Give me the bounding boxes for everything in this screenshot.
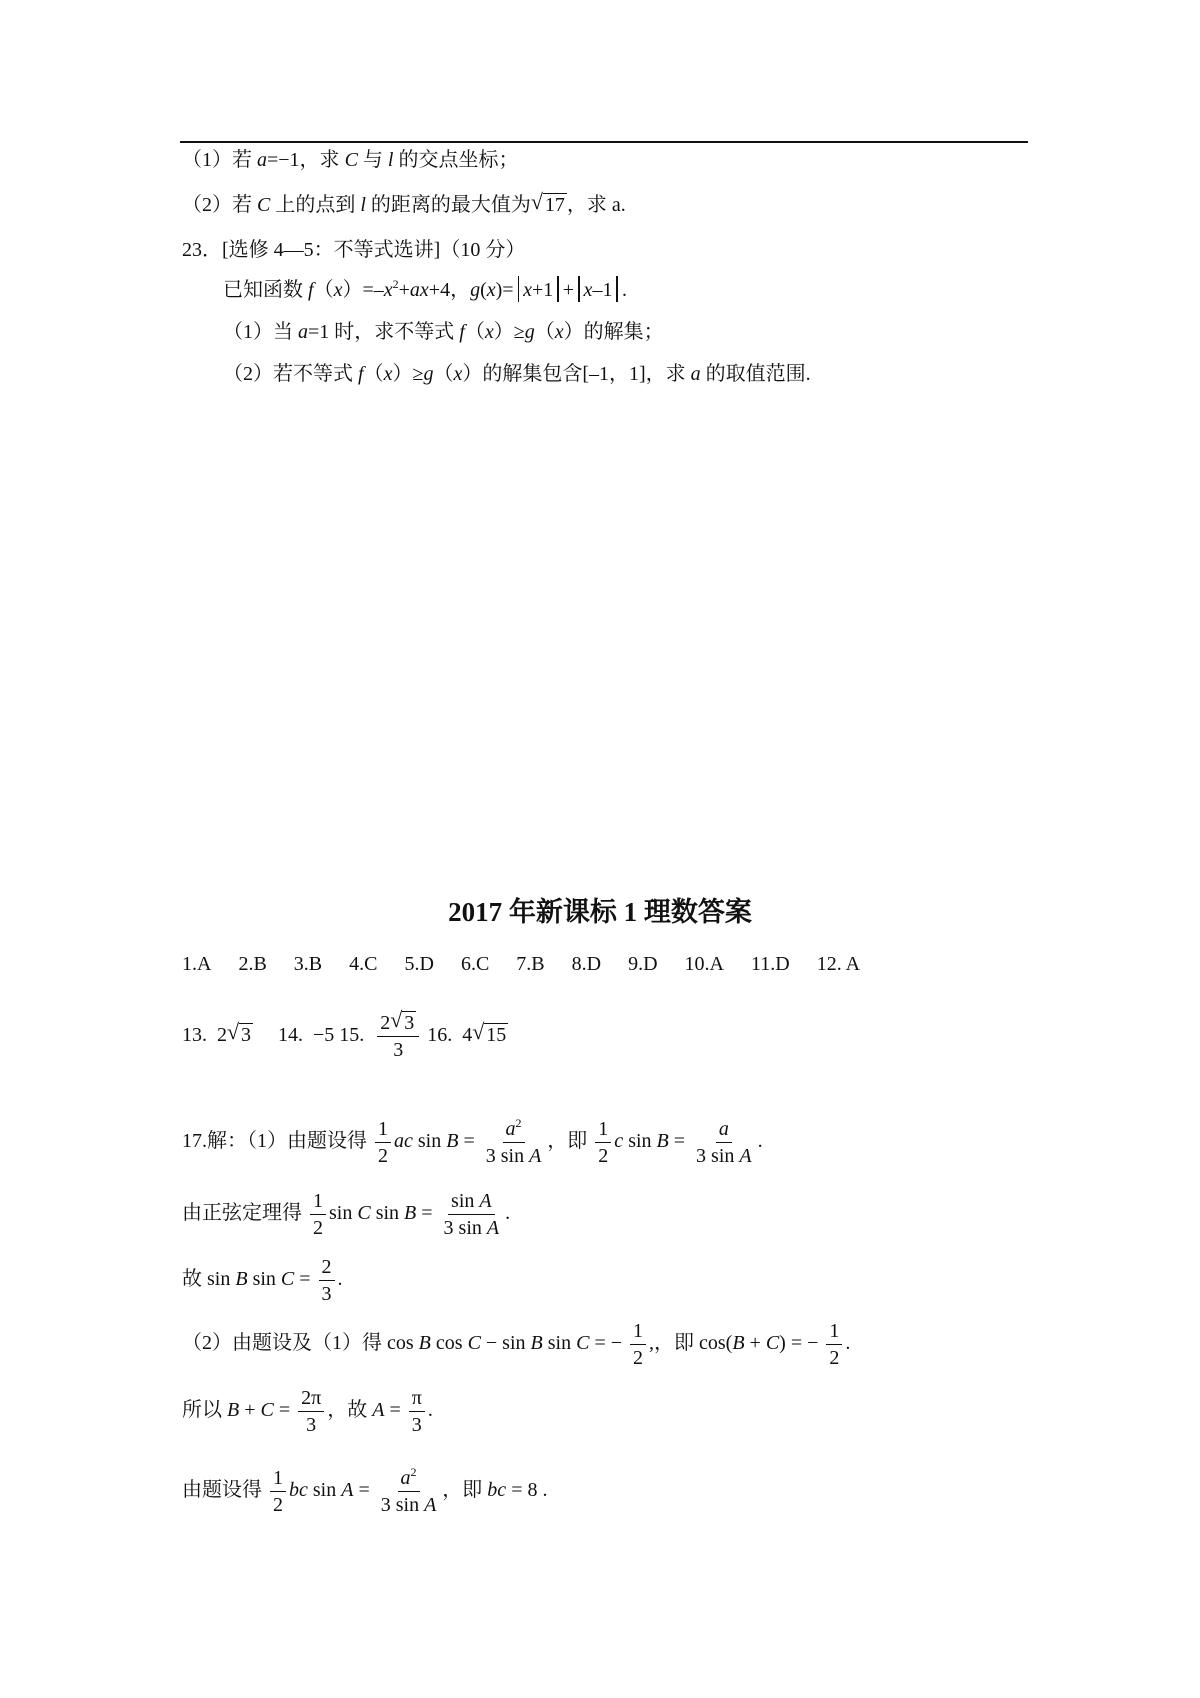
numerator: 2π xyxy=(298,1385,324,1412)
var: A xyxy=(424,1494,437,1516)
var: B xyxy=(530,1332,543,1355)
var: A xyxy=(486,1217,500,1239)
text: ）≥ xyxy=(392,363,424,385)
var: x xyxy=(523,279,532,301)
numerator: 1 xyxy=(310,1188,326,1215)
var: x xyxy=(554,321,564,343)
var: x xyxy=(484,321,494,343)
text: 所以 xyxy=(182,1399,227,1422)
var: x xyxy=(583,279,593,301)
text: ，即 xyxy=(442,1479,488,1502)
sqrt-15: √ 15 xyxy=(472,1019,507,1047)
var: f xyxy=(358,363,364,385)
coef: 4 xyxy=(462,1024,473,1047)
q22-part1 xyxy=(182,146,518,174)
text: . xyxy=(757,1130,763,1153)
var: x xyxy=(333,279,343,301)
text: +4， xyxy=(428,279,471,301)
abs-bar xyxy=(616,276,618,302)
var: B xyxy=(404,1202,417,1225)
mc-answer: 7.B xyxy=(516,953,545,975)
denominator: 3 xyxy=(306,1414,317,1436)
var: C xyxy=(765,1332,780,1355)
denominator xyxy=(483,1143,545,1169)
s17-line5 xyxy=(182,1385,433,1438)
text: = 8 . xyxy=(506,1479,548,1502)
text: ，求 a. xyxy=(566,194,626,216)
denominator: 2 xyxy=(829,1347,840,1369)
fraction xyxy=(595,1116,611,1169)
q23-part2 xyxy=(223,360,811,388)
text: sin xyxy=(623,1130,657,1153)
var: a xyxy=(257,149,267,171)
fraction xyxy=(375,1116,391,1169)
text: = xyxy=(353,1479,375,1502)
text: ，即 xyxy=(547,1130,588,1153)
var: bc xyxy=(289,1479,308,1502)
fraction xyxy=(693,1116,755,1169)
coef: 2 xyxy=(380,1012,391,1034)
denominator xyxy=(378,1492,440,1518)
text: = xyxy=(416,1202,438,1225)
denominator: 3 xyxy=(321,1283,332,1305)
text: + xyxy=(562,279,575,301)
var: A xyxy=(341,1479,354,1502)
text: cos xyxy=(430,1332,468,1355)
numerator: 2 xyxy=(319,1254,335,1281)
fraction xyxy=(630,1318,646,1371)
numerator: 1 xyxy=(826,1318,842,1345)
var: g xyxy=(423,363,434,385)
text: ）的解集包含[–1，1]，求 xyxy=(462,363,691,385)
mc-answer: 6.C xyxy=(460,953,490,975)
radicand: 3 xyxy=(404,1012,415,1034)
text: （2）由题设及（1）得 cos xyxy=(182,1332,419,1355)
denominator xyxy=(441,1215,503,1241)
fraction xyxy=(441,1188,503,1241)
text: . xyxy=(621,279,627,301)
radicand: 17 xyxy=(544,194,565,216)
var: B xyxy=(227,1399,240,1422)
text: （ xyxy=(464,321,485,343)
exponent: 2 xyxy=(410,1465,417,1479)
text: )= xyxy=(495,279,514,301)
numerator: 1 xyxy=(375,1116,391,1143)
text: = xyxy=(273,1399,296,1422)
text: = xyxy=(458,1130,480,1153)
text: 由正弦定理得 xyxy=(182,1202,302,1225)
q-number: 14. xyxy=(278,1024,303,1047)
numerator: π xyxy=(409,1385,425,1412)
var: f xyxy=(459,321,465,343)
denominator: 3 xyxy=(411,1414,422,1436)
q23-header: 23．[选修 4—5：不等式选讲]（10 分） xyxy=(182,239,526,261)
text: =−1，求 xyxy=(267,149,345,171)
var: x xyxy=(453,363,463,385)
fraction xyxy=(483,1116,545,1169)
numerator xyxy=(503,1116,525,1143)
text: 3 sin xyxy=(485,1145,530,1167)
mc-answer: 10.A xyxy=(684,953,724,975)
denominator: 2 xyxy=(378,1145,388,1167)
var: a xyxy=(718,1118,729,1140)
denominator xyxy=(693,1143,755,1169)
text: sin xyxy=(307,1479,342,1502)
s17-line3 xyxy=(182,1254,343,1307)
mc-answer: 4.C xyxy=(349,953,378,975)
header-rule xyxy=(180,141,1028,143)
var: B xyxy=(418,1332,431,1355)
fraction xyxy=(298,1385,324,1438)
mc-answer: 8.D xyxy=(571,953,602,975)
text: （ xyxy=(433,363,454,385)
var: C xyxy=(344,149,358,171)
text: 与 xyxy=(357,149,388,171)
text: （2）若 xyxy=(182,194,257,216)
fraction xyxy=(319,1254,335,1307)
mc-answer: 2.B xyxy=(238,953,267,975)
abs-bar xyxy=(578,276,580,302)
fraction xyxy=(377,1007,419,1063)
text: ）=– xyxy=(342,279,384,301)
sqrt-3: √ 3 xyxy=(227,1019,251,1047)
text: sin xyxy=(451,1190,480,1212)
fill-answers xyxy=(182,1007,508,1063)
text: –1 xyxy=(592,279,613,301)
text: sin xyxy=(247,1268,281,1291)
text: 故 sin xyxy=(182,1268,236,1291)
sqrt-17: √ 17 xyxy=(530,189,565,216)
denominator: 2 xyxy=(273,1494,283,1516)
var: A xyxy=(372,1399,385,1422)
text: − sin xyxy=(480,1332,531,1355)
fraction xyxy=(310,1188,326,1241)
text: ) = − xyxy=(779,1332,819,1355)
numerator: 1 xyxy=(595,1116,611,1143)
s17-line2 xyxy=(182,1188,510,1241)
var: ac xyxy=(394,1130,413,1153)
var: C xyxy=(357,1202,371,1225)
text: sin xyxy=(412,1130,447,1153)
exponent: 2 xyxy=(515,1116,522,1130)
text: = xyxy=(668,1130,691,1153)
text: 已知函数 xyxy=(223,279,308,301)
text: = xyxy=(294,1268,316,1291)
text: （1）若 xyxy=(182,149,257,171)
radicand: 3 xyxy=(241,1024,251,1047)
sqrt-3: √ 3 xyxy=(390,1007,415,1034)
text: = − xyxy=(589,1332,622,1355)
text: sin xyxy=(542,1332,577,1355)
text: 3 sin xyxy=(380,1494,425,1516)
var: l xyxy=(387,149,394,171)
var: c xyxy=(614,1130,624,1153)
text: ，故 xyxy=(327,1399,373,1422)
text: = xyxy=(384,1399,406,1422)
var: A xyxy=(479,1190,492,1212)
numerator: 1 xyxy=(630,1318,646,1345)
mc-answer: 12. A xyxy=(816,953,861,975)
denominator: 2 xyxy=(313,1217,323,1239)
fraction xyxy=(409,1385,425,1438)
var: x xyxy=(383,363,393,385)
var: ax xyxy=(409,279,429,301)
var: x xyxy=(383,279,393,301)
text: +1 xyxy=(531,279,554,301)
answers-title: 2017 年新课标 1 理数答案 xyxy=(448,897,752,927)
fraction xyxy=(378,1465,440,1518)
coef: 2 xyxy=(217,1024,227,1047)
radicand: 15 xyxy=(486,1024,507,1047)
var: B xyxy=(446,1130,459,1153)
text: ,，即 cos( xyxy=(649,1332,733,1355)
var: C xyxy=(280,1268,295,1291)
text: 的距离的最大值为 xyxy=(365,194,531,216)
answer-value: −5 xyxy=(313,1024,335,1047)
numerator xyxy=(377,1007,419,1037)
denominator: 2 xyxy=(633,1347,643,1369)
s17-line4 xyxy=(182,1318,850,1371)
text: + xyxy=(398,279,410,301)
var: A xyxy=(739,1145,752,1167)
text: 3 sin xyxy=(443,1217,487,1239)
var: C xyxy=(467,1332,481,1355)
numerator xyxy=(398,1465,420,1492)
text: （2）若不等式 xyxy=(223,363,358,385)
fraction xyxy=(826,1318,842,1371)
text: （ xyxy=(313,279,334,301)
s17-line1 xyxy=(182,1116,763,1169)
var: f xyxy=(308,279,314,301)
abs-bar xyxy=(557,276,559,302)
text: . xyxy=(337,1268,343,1291)
var: x xyxy=(486,279,496,301)
q-number: 13. xyxy=(182,1024,207,1047)
text: + xyxy=(744,1332,766,1355)
var: g xyxy=(524,321,535,343)
text: （ xyxy=(363,363,384,385)
text: . xyxy=(505,1202,511,1225)
text: . xyxy=(427,1399,433,1422)
text: （1）当 xyxy=(223,321,298,343)
var: a xyxy=(505,1118,516,1140)
var: C xyxy=(576,1332,590,1355)
mc-answer: 11.D xyxy=(750,953,790,975)
var: a xyxy=(298,321,308,343)
text: 上的点到 xyxy=(270,194,361,216)
text: ）的解集； xyxy=(563,321,664,343)
mc-answer: 5.D xyxy=(404,953,434,975)
text: sin xyxy=(370,1202,405,1225)
q-number: 16. xyxy=(427,1024,453,1047)
denominator: 2 xyxy=(598,1145,609,1167)
mc-answer: 1.A xyxy=(182,953,212,975)
text: 的交点坐标； xyxy=(393,149,519,171)
var: a xyxy=(400,1467,411,1489)
numerator: 1 xyxy=(270,1465,286,1492)
text: =1 时，求不等式 xyxy=(308,321,460,343)
text: ( xyxy=(480,279,487,301)
q-number: 15. xyxy=(339,1024,365,1047)
mc-answer: 9.D xyxy=(628,953,658,975)
text: sin xyxy=(329,1202,358,1225)
var: C xyxy=(260,1399,274,1422)
text: 3 sin xyxy=(696,1145,740,1167)
fraction xyxy=(270,1465,286,1518)
var: A xyxy=(529,1145,542,1167)
q23-part1 xyxy=(223,318,664,346)
q23-statement xyxy=(223,276,627,304)
var: B xyxy=(235,1268,248,1291)
denominator: 3 xyxy=(393,1039,404,1061)
text: 的取值范围. xyxy=(700,363,811,385)
text: + xyxy=(239,1399,261,1422)
q22-part2 xyxy=(182,191,626,219)
text: （ xyxy=(534,321,555,343)
var: g xyxy=(470,279,481,301)
s17-line6 xyxy=(182,1465,547,1518)
abs-bar xyxy=(518,276,520,302)
text: ）≥ xyxy=(493,321,525,343)
var: bc xyxy=(487,1479,507,1502)
var: a xyxy=(690,363,701,385)
text: 由题设得 xyxy=(182,1479,262,1502)
text: . xyxy=(845,1332,851,1355)
var: B xyxy=(656,1130,669,1153)
mc-answers xyxy=(182,950,887,978)
mc-answer: 3.B xyxy=(293,953,323,975)
text: 17.解：（1）由题设得 xyxy=(182,1130,367,1153)
var: B xyxy=(732,1332,745,1355)
exponent: 2 xyxy=(392,277,399,291)
var: C xyxy=(257,194,271,216)
var: l xyxy=(360,194,366,216)
numerator xyxy=(448,1188,495,1215)
numerator xyxy=(716,1116,732,1143)
